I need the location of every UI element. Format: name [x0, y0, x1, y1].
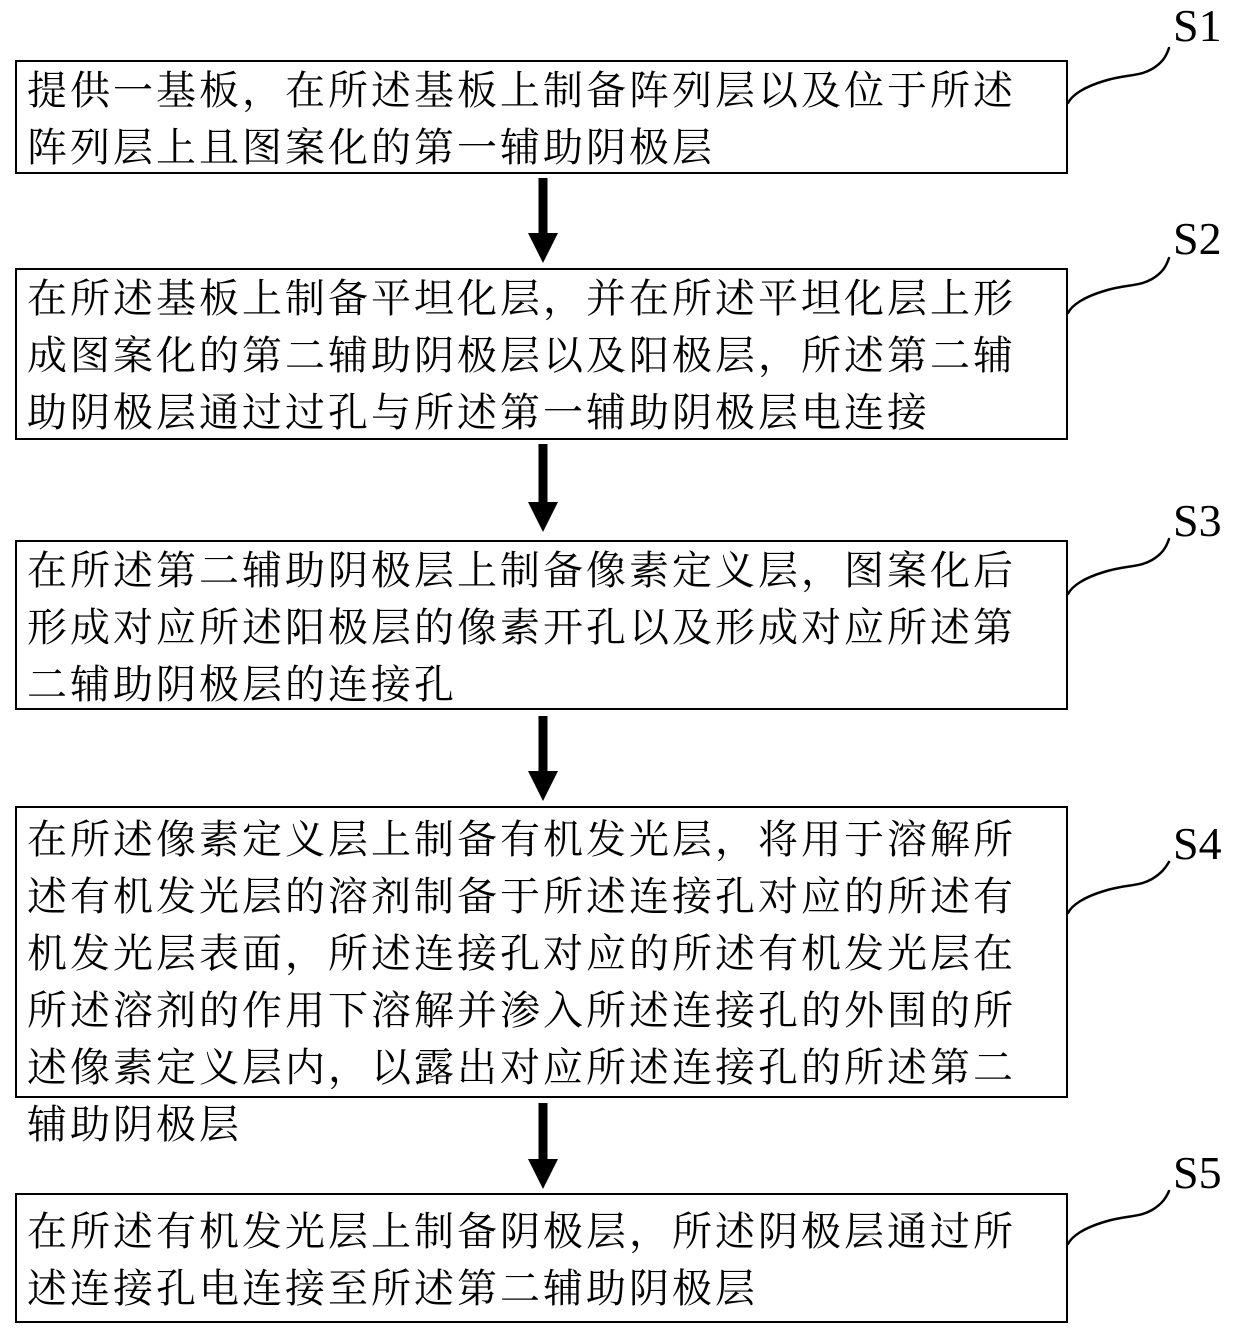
step-label-s1: S1 — [1173, 0, 1222, 51]
step-box-s2 — [15, 268, 1068, 440]
leader-curve-s4 — [1068, 862, 1169, 913]
arrow-down-icon — [527, 1103, 559, 1189]
step-box-s5 — [15, 1193, 1068, 1323]
arrow-down-icon — [527, 716, 559, 801]
step-text-s2: 在所述基板上制备平坦化层，并在所述平坦化层上形成图案化的第二辅助阴极层以及阳极层，所述第二辅助阴极层通过过孔与所述第一辅助阴极层电连接 — [27, 276, 1016, 435]
step-text-s4: 在所述像素定义层上制备有机发光层，将用于溶解所述有机发光层的溶剂制备于所述连接孔对应的所述有机发光层表面，所述连接孔对应的所述有机发光层在所述溶剂的作用下溶解并渗入所述连接孔的外围的所述像素定义层内，以露出对应所述连接孔的所述第二辅助阴极层 — [27, 817, 1016, 1147]
leader-curve-s2 — [1068, 258, 1169, 313]
step-label-s2: S2 — [1173, 213, 1222, 264]
arrow-shaft — [539, 716, 548, 775]
arrow-head — [528, 1159, 558, 1189]
step-box-s4 — [15, 806, 1068, 1147]
step-box-s3 — [15, 540, 1068, 710]
arrow-down-icon — [527, 178, 559, 263]
step-text-s5: 在所述有机发光层上制备阴极层，所述阴极层通过所述连接孔电连接至所述第二辅助阴极层 — [27, 1209, 1016, 1311]
arrow-head — [528, 771, 558, 801]
step-text-s3: 在所述第二辅助阴极层上制备像素定义层，图案化后形成对应所述阳极层的像素开孔以及形成对应所述第二辅助阴极层的连接孔 — [27, 548, 1016, 707]
arrow-shaft — [539, 178, 548, 237]
step-label-s3: S3 — [1173, 495, 1222, 546]
arrow-head — [528, 233, 558, 263]
step-label-s5: S5 — [1173, 1147, 1222, 1198]
step-label-s4: S4 — [1173, 818, 1222, 869]
step-text-s1: 提供一基板，在所述基板上制备阵列层以及位于所述阵列层上且图案化的第一辅助阴极层 — [27, 68, 1016, 170]
arrow-shaft — [539, 444, 548, 506]
arrow-down-icon — [527, 444, 559, 532]
leader-curve-s5 — [1068, 1191, 1169, 1244]
arrow-head — [528, 502, 558, 532]
arrow-shaft — [539, 1103, 548, 1163]
leader-curve-s1 — [1068, 48, 1169, 103]
leader-curve-s3 — [1068, 539, 1169, 594]
step-box-s1 — [15, 60, 1068, 174]
